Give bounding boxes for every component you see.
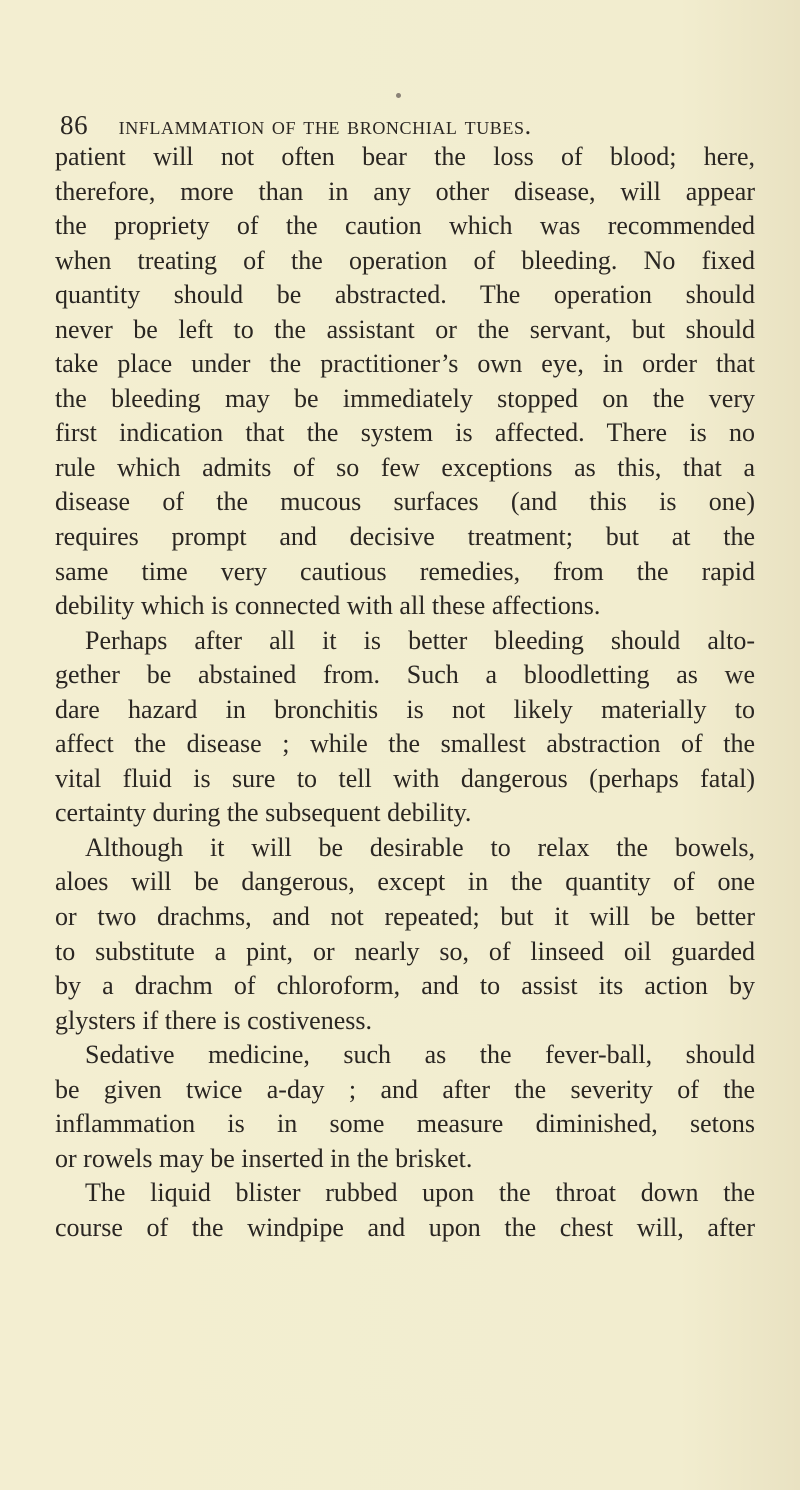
text-line: vital fluid is sure to tell with dangerous (perhaps fatal)	[55, 763, 755, 793]
text-line: certainty during the subsequent debility.	[55, 798, 472, 828]
text-line: be given twice a-day ; and after the severity of the	[55, 1074, 755, 1104]
text-line: when treating of the operation of bleeding. No fixed	[55, 245, 755, 275]
text-line: glysters if there is costiveness.	[55, 1005, 372, 1035]
text-line: rule which admits of so few exceptions as this, that a	[55, 452, 755, 482]
text-line: by a drachm of chloroform, and to assist its action by	[55, 971, 755, 1001]
page-number: 86	[60, 110, 89, 140]
text-line: same time very cautious remedies, from the rapid	[55, 556, 755, 586]
text-line: first indication that the system is affected. There is no	[55, 418, 755, 448]
text-line: The liquid blister rubbed upon the throat down the	[85, 1178, 755, 1208]
text-line: or rowels may be inserted in the brisket.	[55, 1143, 473, 1173]
text-line: debility which is connected with all these affections.	[55, 591, 601, 621]
text-line: gether be abstained from. Such a bloodletting as we	[55, 660, 755, 690]
text-line: therefore, more than in any other disease, will appear	[55, 176, 755, 206]
text-line: never be left to the assistant or the servant, but should	[55, 314, 755, 344]
text-line: Perhaps after all it is better bleeding should alto-	[85, 625, 755, 655]
text-line: patient will not often bear the loss of blood; here,	[55, 142, 755, 171]
running-title: inflammation of the bronchial tubes.	[118, 111, 532, 140]
text-line: dare hazard in bronchitis is not likely materially to	[55, 694, 755, 724]
text-line: affect the disease ; while the smallest abstraction of the	[55, 729, 755, 759]
text-line: to substitute a pint, or nearly so, of linseed oil guarded	[55, 936, 755, 966]
text-line: inflammation is in some measure diminished, setons	[55, 1109, 755, 1139]
text-line: course of the windpipe and upon the chest will, after	[55, 1212, 755, 1242]
text-line: requires prompt and decisive treatment; but at the	[55, 522, 755, 552]
text-line: Although it will be desirable to relax the bowels,	[85, 832, 755, 862]
text-line: the bleeding may be immediately stopped on the very	[55, 383, 755, 413]
text-line: quantity should be abstracted. The operation should	[55, 280, 755, 310]
print-speck	[396, 93, 401, 98]
body-text	[55, 140, 755, 1246]
text-line: the propriety of the caution which was recommended	[55, 211, 755, 241]
text-line: or two drachms, and not repeated; but it will be better	[55, 902, 755, 932]
text-line: Sedative medicine, such as the fever-ball, should	[85, 1040, 755, 1070]
text-line: disease of the mucous surfaces (and this is one)	[55, 487, 755, 517]
text-line: take place under the practitioner’s own eye, in order that	[55, 349, 755, 379]
text-line: aloes will be dangerous, except in the quantity of one	[55, 867, 755, 897]
